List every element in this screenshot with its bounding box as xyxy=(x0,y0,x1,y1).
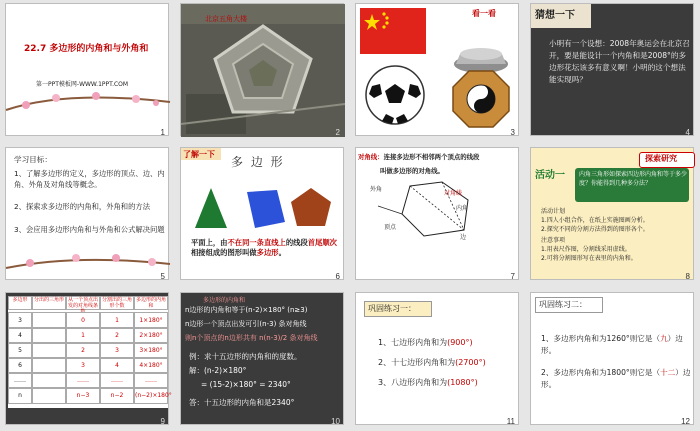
table-cell: …… xyxy=(66,372,100,389)
learn-label: 了解一下 xyxy=(183,150,215,159)
table-row xyxy=(8,327,168,342)
table-cell: (n−2)×180° xyxy=(134,387,168,404)
table-cell: 1 xyxy=(100,312,134,329)
definition-highlight: 首尾顺次 xyxy=(307,238,337,247)
label-exterior-angle: 外角 xyxy=(370,186,383,193)
slide-number: 8 xyxy=(685,272,690,281)
question-text: ）边形。 xyxy=(541,334,683,355)
slide-number: 9 xyxy=(160,417,165,426)
plan-line-2: 1.四人小组合作，在纸上实施图画分析。 xyxy=(541,217,649,224)
formula-line-2: n边形一个顶点出发可引(n-3) 条对角线 xyxy=(185,320,307,328)
table-cell: 1×180° xyxy=(134,312,168,329)
practice-one-heading: 巩固练习一： xyxy=(368,304,416,313)
answer-text: (900°) xyxy=(447,338,473,347)
blossom-branch-decoration xyxy=(6,248,170,278)
slide-number: 3 xyxy=(510,128,515,137)
answer-text: (1080°) xyxy=(447,378,478,387)
question-text: 2、多边形内角和为1800°则它是（ xyxy=(541,368,661,377)
slide-number: 2 xyxy=(335,128,340,137)
goal-item-1: 1、了解多边形的定义，多边形的顶点、边、内角、外角及对角线等概念。 xyxy=(14,169,165,189)
slide-thumb-1[interactable] xyxy=(5,3,169,136)
table-header: 分出的三角形 xyxy=(32,296,66,310)
question-text: ）边形。 xyxy=(541,368,691,389)
formula-line-1: n边形的内角和等于(n-2)×180° (n≥3) xyxy=(185,306,308,314)
formula-line-3: 则n个顶点的n边形共有 n(n-3)/2 条对角线 xyxy=(185,334,318,342)
china-flag-image xyxy=(360,8,426,54)
plan-line-4: 注意事项 xyxy=(541,237,566,244)
activity-question: 内角三角形如探索四边形内角和等于多少度？你能得到几种多分法？ xyxy=(579,171,688,187)
slide-thumb-5[interactable] xyxy=(5,147,169,280)
slide-thumb-3[interactable] xyxy=(355,3,519,136)
table-cell: 4 xyxy=(100,357,134,374)
label-side: 边 xyxy=(460,234,467,241)
definition-text: 相接组成的图形叫做 xyxy=(191,248,257,257)
slide-number: 10 xyxy=(331,417,340,426)
table-cell: 2 xyxy=(66,342,100,359)
table-cell: 0 xyxy=(66,312,100,329)
plan-line-1: 活动计划 xyxy=(541,208,566,215)
diagonal-diagram xyxy=(372,178,502,248)
slide-title: 22.7 多边形的内角和与外角和 xyxy=(24,44,149,54)
soccer-ball-image xyxy=(364,64,426,126)
table-cell: …… xyxy=(8,372,32,389)
table-header: 多边形 xyxy=(8,296,32,310)
guess-heading: 猜想一下 xyxy=(535,10,575,21)
table-cell: 3 xyxy=(66,357,100,374)
photo-tag: 北京五角大楼 xyxy=(205,15,247,23)
definition-text: 平面上，由 xyxy=(191,238,228,247)
table-header: 分割出的三角形个数 xyxy=(101,297,132,309)
practice-two-q2 xyxy=(541,367,691,391)
example-question: 例：求十五边形的内角和的度数。 xyxy=(189,352,302,361)
guess-body: 小明有一个设想：2008年奥运会在北京召开，要是能设计一个内角和是2008°的多边形花坛该多有意义啊！小明的这个想法能实现吗？ xyxy=(549,39,690,84)
slide-number: 1 xyxy=(160,128,165,137)
plan-line-5: 1.用表尺作图，分割线采用虚线。 xyxy=(541,246,631,253)
explore-badge-label: 探索研究 xyxy=(645,154,677,163)
slide-number: 4 xyxy=(685,128,690,137)
footer-site: 第一PPT模板网-WWW.1PPT.COM xyxy=(36,81,129,88)
table-cell: 2×180° xyxy=(134,327,168,344)
answer-text: (2700°) xyxy=(455,358,486,367)
answer-text: 十二 xyxy=(660,368,676,377)
definition-text: 。 xyxy=(278,248,286,257)
slide-number: 11 xyxy=(506,417,515,426)
answer-text: 九 xyxy=(660,334,668,343)
slide-number: 12 xyxy=(681,417,690,426)
table-row xyxy=(8,342,168,357)
table-row xyxy=(8,372,168,387)
slide-thumb-11[interactable] xyxy=(355,292,519,425)
slide-number: 5 xyxy=(160,272,165,281)
question-text: 3、八边形内角和为 xyxy=(378,378,448,387)
practice-two-q1 xyxy=(541,333,691,357)
table-cell: n−2 xyxy=(100,387,134,404)
table-cell: n−3 xyxy=(66,387,100,404)
slide-thumb-10[interactable] xyxy=(180,292,344,425)
stone-platform-image xyxy=(452,40,510,74)
goal-item-2: 2、探索求多边形的内角和，外角和的方法 xyxy=(14,202,150,211)
practice-one-q1 xyxy=(378,337,473,348)
table-cell: 4 xyxy=(8,327,32,344)
slide-thumb-6[interactable] xyxy=(180,147,344,280)
formula-topline: 多边形的内角和 xyxy=(203,297,246,304)
polygon-shapes xyxy=(189,182,339,232)
label-diagonal: 对角线 xyxy=(444,190,463,197)
table-cell: 3×180° xyxy=(134,342,168,359)
table-cell: 4×180° xyxy=(134,357,168,374)
label-interior-angle: 内角 xyxy=(456,205,469,212)
bagua-yinyang-image xyxy=(452,70,510,128)
solution-step-1: 解：(n-2)×180° xyxy=(189,366,247,375)
slide-thumb-2[interactable] xyxy=(180,3,344,136)
table-cell xyxy=(32,387,66,404)
activity-label: 活动一 xyxy=(535,170,565,181)
definition-highlight: 多边形 xyxy=(256,248,279,257)
polygon-title: 多 边 形 xyxy=(231,155,285,169)
table-cell: 3 xyxy=(8,312,32,329)
practice-one-q2 xyxy=(378,357,486,368)
slide-thumb-12[interactable] xyxy=(530,292,694,425)
slide-number: 6 xyxy=(335,272,340,281)
question-text: 2、十七边形内角和为 xyxy=(378,358,456,367)
goal-item-3: 3、会应用多边形内角和与外角和公式解决问题 xyxy=(14,225,165,234)
label-vertex: 顶点 xyxy=(384,224,397,231)
question-text: 1、七边形内角和为 xyxy=(378,338,448,347)
table-header-row xyxy=(8,296,168,310)
table-cell: 3 xyxy=(100,342,134,359)
diagonal-definition: 连接多边形不相邻两个顶点的线段 xyxy=(383,153,480,161)
definition-highlight: 不在同一条直线上 xyxy=(227,238,286,247)
solution-answer: 答：十五边形的内角和是2340° xyxy=(189,398,295,407)
table-cell: 6 xyxy=(8,357,32,374)
table-cell: 1 xyxy=(66,327,100,344)
look-label: 看一看 xyxy=(472,9,496,18)
goals-heading: 学习目标： xyxy=(14,155,52,164)
practice-two-heading: 巩固练习二： xyxy=(539,300,587,309)
table-cell: 2 xyxy=(100,327,134,344)
question-text: 1、多边形内角和为1260°则它是（ xyxy=(541,334,661,343)
solution-step-2: = (15-2)×180° = 2340° xyxy=(201,380,291,389)
practice-one-q3 xyxy=(378,377,478,388)
slide-thumb-9[interactable] xyxy=(5,292,172,426)
diagonal-heading xyxy=(358,152,518,163)
table-body xyxy=(8,312,172,402)
plan-line-6: 2.可将分割图形写在表里的内角和。 xyxy=(541,255,637,262)
table-row xyxy=(8,312,168,327)
slide-number: 7 xyxy=(510,272,515,281)
diagonal-term: 对角线： xyxy=(358,153,384,161)
table-cell: n xyxy=(8,387,32,404)
table-header: 多边形的内角和 xyxy=(135,297,166,309)
table-header: 从一个顶点出发的对角线条 xyxy=(67,297,98,309)
table-cell: 5 xyxy=(8,342,32,359)
table-cell: …… xyxy=(134,372,168,389)
table-cell: …… xyxy=(100,372,134,389)
definition-text: 的线段 xyxy=(285,238,308,247)
plan-line-3: 2.探究不同的分割方法得到的图形各个。 xyxy=(541,226,649,233)
table-row xyxy=(8,357,168,372)
table-row xyxy=(8,387,172,402)
slide-thumb-8[interactable] xyxy=(530,147,694,280)
slide-thumb-4[interactable] xyxy=(530,3,694,136)
slide-thumb-7[interactable] xyxy=(355,147,519,280)
polygon-definition xyxy=(191,238,339,258)
diagonal-subheading: 叫做多边形的对角线。 xyxy=(380,167,444,175)
